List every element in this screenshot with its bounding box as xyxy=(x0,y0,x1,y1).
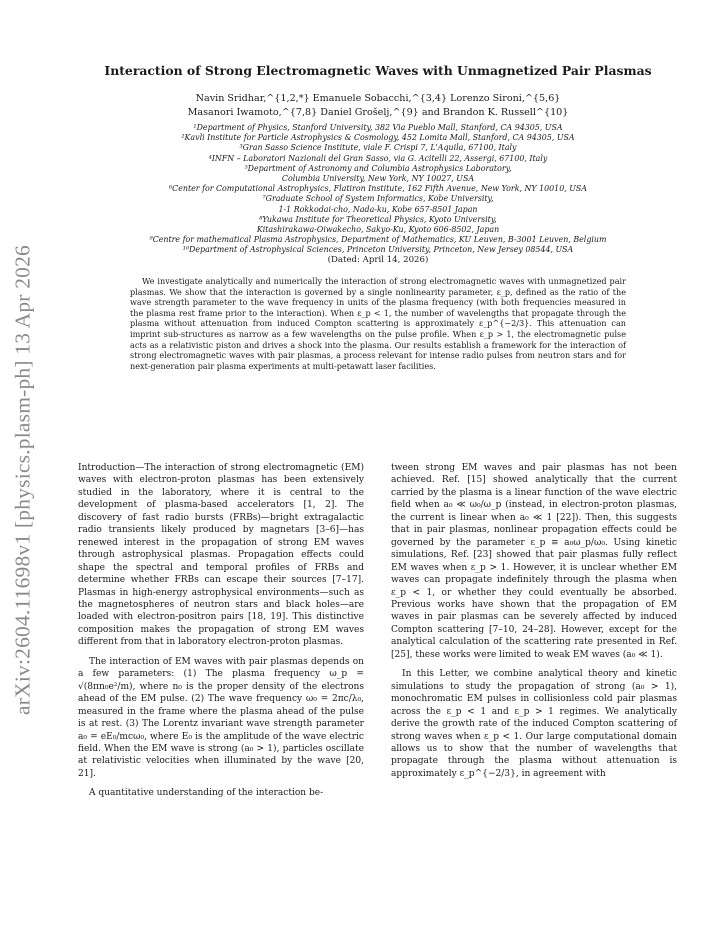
affiliation-list xyxy=(78,123,678,256)
affiliation: Columbia University, New York, NY 10027, USA xyxy=(281,174,475,184)
affiliation: ⁹Centre for mathematical Plasma Astrophysics, Department of Mathematics, KU Leuven, B-3001 Leuven, Belgium xyxy=(149,235,607,245)
arxiv-sidebar xyxy=(3,200,43,760)
paper-title: Interaction of Strong Electromagnetic Waves with Unmagnetized Pair Plasmas xyxy=(104,63,652,78)
affiliation: ⁵Department of Astronomy and Columbia Astrophysics Laboratory, xyxy=(244,163,512,173)
paragraph: Introduction—The interaction of strong electromagnetic (EM) waves with electron-proton plasmas has been extensively studied in the laboratory, where it is central to the development of plasma-based accelerators [1, 2]. The discovery of fast radio bursts (FRBs)—bright extragalactic radio transients likely produced by magnetars [3–6]—has renewed interest in the propagation of strong EM waves through astrophysical plasmas. Propagation effects could shape the spectral and temporal profiles of FRBs and determine whether FRBs can escape their sources [7–17]. Plasmas in high-energy astrophysical environments—such as the magnetospheres of neutron stars and black holes—are loaded with electron-positron pairs [18, 19]. This distinctive composition makes the propagation of strong EM waves different from that in laboratory electron-proton plasmas. xyxy=(78,463,364,648)
affiliation: ⁷Graduate School of System Informatics, Kobe University, xyxy=(262,194,494,204)
affiliation: ⁸Yukawa Institute for Theoretical Physics, Kyoto University, xyxy=(259,214,497,224)
abstract: We investigate analytically and numerically the interaction of strong electromagnetic waves with unmagnetized pair plasmas. We show that the interaction is governed by a single nonlinearity parameter, ε_p, defined as the ratio of the wave strength parameter to the wave frequency in units of the plasma frequency (with both frequencies measured in the plasma rest frame prior to the interaction). When ε_p < 1, the number of wavelengths that propagate through the plasma without attenuation from induced Compton scattering is approximately ε_p^{−2/3}. This attenuation can imprint sub-structures as narrow as a few wavelengths on the pulse profile. When ε_p > 1, the electromagnetic pulse acts as a relativistic piston and drives a shock into the plasma. Our results establish a framework for the interaction of strong electromagnetic waves with pair plasmas, a process relevant for intense radio pulses from neutron stars and for next-generation pair plasma experiments at multi-petawatt laser facilities. xyxy=(130,276,626,371)
author-list xyxy=(78,92,678,120)
paragraph: The interaction of EM waves with pair plasmas depends on a few parameters: (1) The plasma frequency ω_p = √(8πn₀e²/m), where n₀ is the proper density of the electrons ahead of the EM pulse. (2) The wave frequency ω₀ = 2πc/λ₀, measured in the frame where the plasma ahead of the pulse is at rest. (3) The Lorentz invariant wave strength parameter a₀ = eE₀/mcω₀, where E₀ is the amplitude of the wave electric field. When the EM wave is strong (a₀ > 1), particles oscillate at relativistic velocities when illuminated by the wave [20, 21]. xyxy=(78,656,364,779)
affiliation: ¹Department of Physics, Stanford University, 382 Via Pueblo Mall, Stanford, CA 94305, USA xyxy=(193,123,563,132)
paragraph: A quantitative understanding of the interaction be- xyxy=(89,788,324,799)
affiliation: ³Gran Sasso Science Institute, viale F. Crispi 7, L'Aquila, 67100, Italy xyxy=(239,143,517,153)
affiliation: ²Kavli Institute for Particle Astrophysics & Cosmology, 452 Lomita Mall, Stanford, CA 94305, USA xyxy=(181,133,575,143)
affiliation: 1-1 Rokkodai-cho, Nada-ku, Kobe 657-8501 Japan xyxy=(278,204,478,214)
affiliation: ¹⁰Department of Astrophysical Sciences, Princeton University, Princeton, New Jersey 08544, USA xyxy=(182,245,574,255)
author-line-1: Navin Sridhar,^{1,2,*} Emanuele Sobacchi,^{3,4} Lorenzo Sironi,^{5,6} xyxy=(195,93,561,104)
arxiv-identifier: arXiv:2604.11698v1 [physics.plasm-ph] 13 Apr 2026 xyxy=(10,244,35,716)
paragraph: tween strong EM waves and pair plasmas has not been achieved. Ref. [15] showed analytically that the current carried by the plasma is a linear function of the wave electric field when a₀ ≪ ω₀/ω_p (instead, in electron-proton plasmas, the current is linear when a₀ ≪ 1 [22]). Then, this suggests that in pair plasmas, nonlinear propagation effects could be governed by the parameter ε_p ≡ a₀ω_p/ω₀. Using kinetic simulations, Ref. [23] showed that pair plasmas fully reflect EM waves when ε_p > 1. However, it is unclear whether EM waves can propagate indefinitely through the plasma when ε_p < 1, or whether they could eventually be absorbed. Previous works have shown that the propagation of EM waves in pair plasmas can be severely affected by induced Compton scattering [7–10, 24–28]. However, except for the analytical calculation of the scattering rate presented in Ref. [25], these works were limited to weak EM waves (a₀ ≪ 1). xyxy=(391,463,677,660)
author-line-2: Masanori Iwamoto,^{7,8} Daniel Grošelj,^{9} and Brandon K. Russell^{10} xyxy=(187,107,569,118)
affiliation: ⁶Center for Computational Astrophysics, Flatiron Institute, 162 Fifth Avenue, New York, NY 10010, USA xyxy=(169,184,587,194)
paragraph: In this Letter, we combine analytical theory and kinetic simulations to study the propagation of strong (a₀ > 1), monochromatic EM pulses in collisionless cold pair plasmas across the ε_p < 1 and ε_p > 1 regimes. We analytically derive the growth rate of the induced Compton scattering of strong waves when ε_p < 1. Our large computational domain allows us to show that the number of wavelengths that propagate through the plasma without attenuation is approximately ε_p^{−2/3}, in agreement with xyxy=(391,669,677,779)
right-column xyxy=(391,462,677,780)
affiliation: Kitashirakawa-Oiwakecho, Sakyo-Ku, Kyoto 606-8502, Japan xyxy=(256,225,500,235)
left-column xyxy=(78,462,364,800)
date-line: (Dated: April 14, 2026) xyxy=(327,255,429,265)
affiliation: ⁴INFN – Laboratori Nazionali del Gran Sasso, via G. Acitelli 22, Assergi, 67100, Italy xyxy=(208,153,548,163)
